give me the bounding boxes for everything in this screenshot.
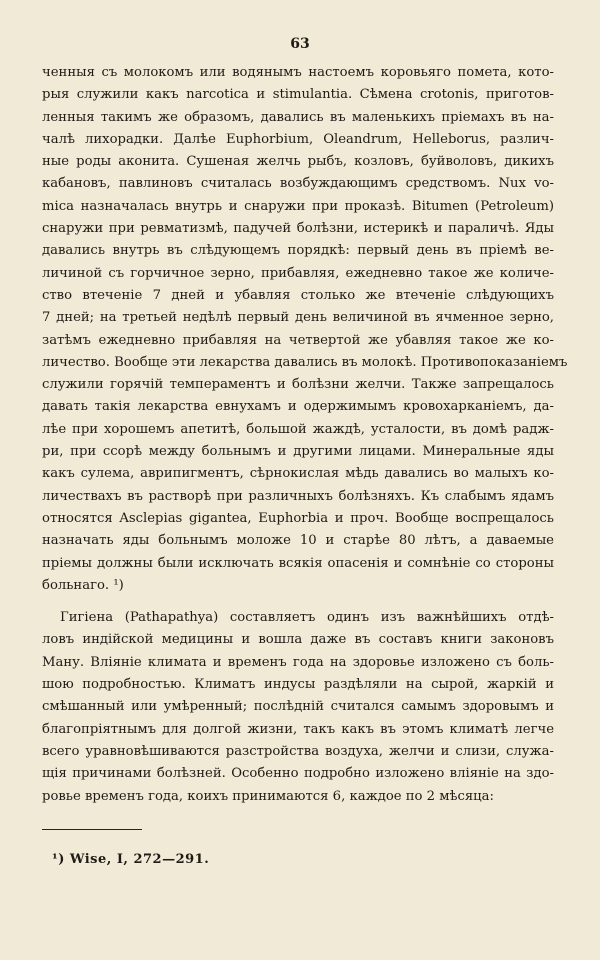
- text-line: относятся Asclepias gigantea, Euphorbia и проч. Вообще воспрещалось: [42, 510, 554, 526]
- text-line: служили горячій темпераментъ и болѣзни желчи. Также запрещалось: [42, 377, 554, 393]
- text-line: личиной съ горчичное зерно, прибавляя, ежедневно такое же количе-: [42, 265, 554, 281]
- text-line: ные роды аконита. Сушеная желчь рыбъ, козловъ, буйволовъ, дикихъ: [42, 154, 554, 170]
- text-line: рыя служили какъ narcotica и stimulantia. Сѣмена crotonis, приготов-: [42, 87, 554, 103]
- text-line: 7 дней; на третьей недѣлѣ первый день величиной въ ячменное зерно,: [42, 310, 554, 326]
- text-line: ри, при ссорѣ между больнымъ и другими лицами. Минеральные яды: [42, 444, 554, 460]
- text-line: больнаго. ¹): [42, 577, 124, 593]
- text-line: чалѣ лихорадки. Далѣе Euphorbium, Oleandrum, Helleborus, различ-: [42, 131, 554, 147]
- footnote: ¹) Wise, I, 272—291.: [52, 852, 210, 867]
- text-line: пріемы должны были исключать всякія опасенія и сомнѣніе со стороны: [42, 555, 554, 571]
- text-line: Гигіена (Pathapathya) составляетъ одинъ изъ важнѣйшихъ отдѣ-: [60, 610, 554, 626]
- text-line: личествахъ въ растворѣ при различныхъ болѣзняхъ. Къ слабымъ ядамъ: [42, 488, 554, 504]
- text-line: ство втеченіе 7 дней и убавляя столько же втеченіе слѣдующихъ: [42, 287, 554, 303]
- page-number: 63: [290, 36, 310, 52]
- text-line: ченныя съ молокомъ или водянымъ настоемъ коровьяго помета, кото-: [42, 65, 554, 80]
- text-line: mica назначалась внутрь и снаружи при проказѣ. Bitumen (Petroleum): [42, 198, 554, 214]
- text-line: кабановъ, павлиновъ считалась возбуждающимъ средствомъ. Nux vo-: [42, 176, 554, 192]
- text-line: лѣе при хорошемъ апетитѣ, большой жаждѣ, усталости, въ домѣ радж-: [42, 421, 554, 437]
- text-line: ленныя такимъ же образомъ, давались въ маленькихъ пріемахъ въ на-: [42, 109, 554, 125]
- text-line: Ману. Вліяніе климата и временъ года на здоровье изложено съ боль-: [42, 654, 554, 670]
- text-line: затѣмъ ежедневно прибавляя на четвертой же убавляя такое же ко-: [42, 332, 554, 348]
- text-line: щія причинами болѣзней. Особенно подробно изложено вліяніе на здо-: [42, 766, 554, 782]
- text-line: назначать яды больнымъ моложе 10 и старѣе 80 лѣтъ, а даваемые: [42, 533, 554, 549]
- paragraph-hygiene: [42, 607, 554, 808]
- text-line: какъ сулема, аврипигментъ, сѣрнокислая мѣдь давались во малыхъ ко-: [42, 466, 554, 482]
- text-line: шою подробностью. Климатъ индусы раздѣляли на сырой, жаркій и: [42, 677, 554, 693]
- body-text: [42, 62, 568, 808]
- text-line: ловъ индійской медицины и вошла даже въ составъ книги законовъ: [42, 632, 554, 648]
- text-line: ровье временъ года, коихъ принимаются 6, каждое по 2 мѣсяца:: [42, 788, 494, 804]
- text-line: личество. Вообще эти лекарства давались въ молокѣ. Противопоказаніемъ: [42, 354, 568, 370]
- paragraph-poisons: [42, 62, 568, 597]
- text-line: давать такія лекарства евнухамъ и одержимымъ кровохарканіемъ, да-: [42, 399, 554, 415]
- footnote-rule: [42, 829, 142, 830]
- text-line: всего уравновѣшиваются разстройства воздуха, желчи и слизи, служа-: [42, 743, 554, 759]
- text-line: снаружи при ревматизмѣ, падучей болѣзни, истерикѣ и параличѣ. Яды: [42, 221, 554, 237]
- text-line: смѣшанный или умѣренный; послѣдній считался самымъ здоровымъ и: [42, 699, 554, 715]
- text-line: благопріятнымъ для долгой жизни, такъ какъ въ этомъ климатѣ легче: [42, 721, 554, 737]
- text-line: давались внутрь въ слѣдующемъ порядкѣ: первый день въ пріемѣ ве-: [42, 243, 554, 259]
